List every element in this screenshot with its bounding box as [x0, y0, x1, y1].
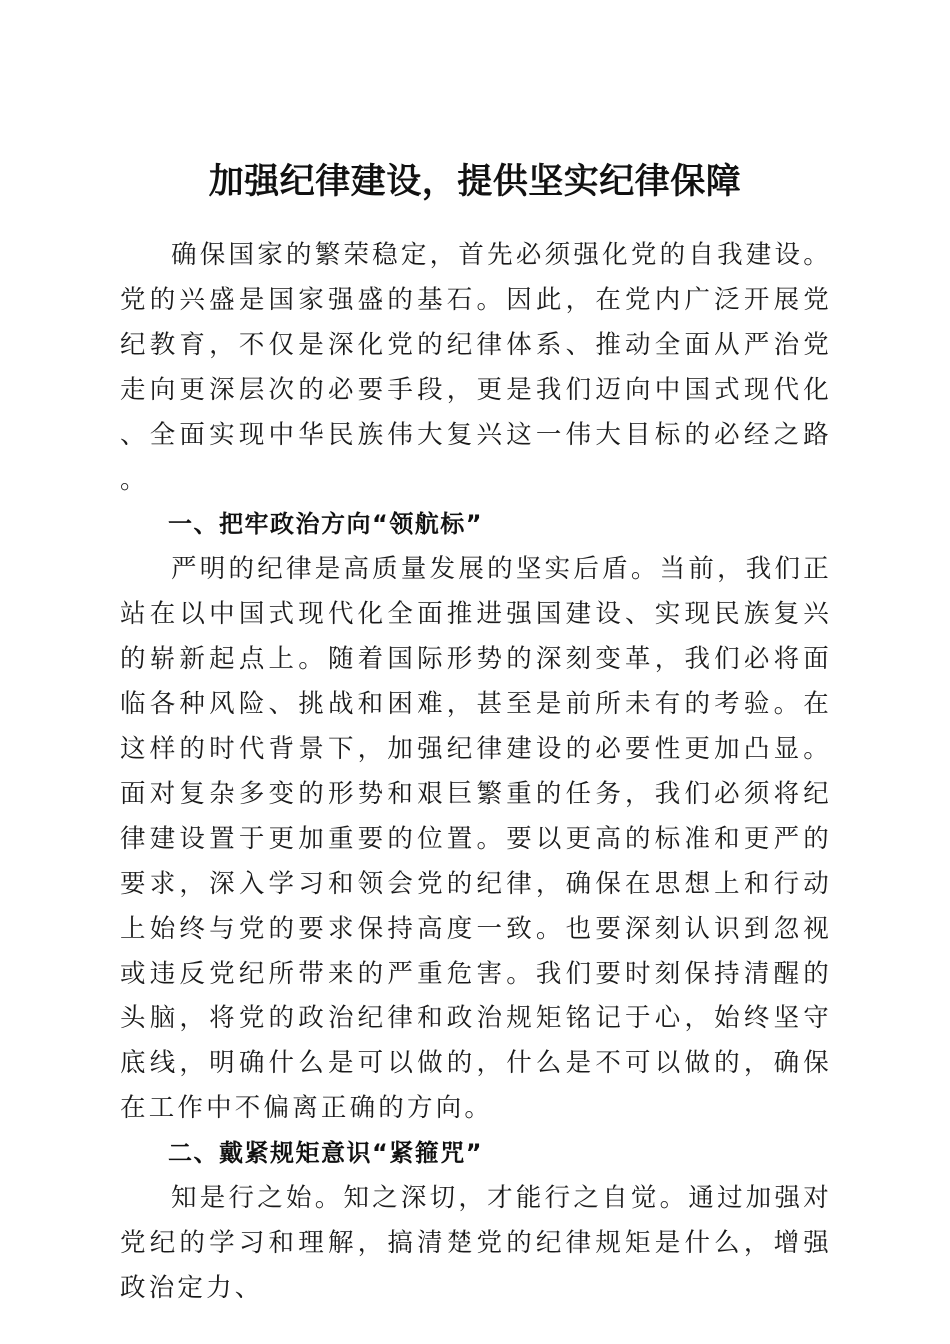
section-heading-1: 一、把牢政治方向“领航标” [168, 510, 484, 539]
section-heading-2: 二、戴紧规矩意识“紧箍咒” [168, 1139, 484, 1168]
section-paragraph-2: 知是行之始。知之深切，才能行之自觉。通过加强对党纪的学习和理解，搞清楚党的纪律规矩是什么，增强政治定力、 [120, 1183, 832, 1303]
intro-paragraph: 确保国家的繁荣稳定，首先必须强化党的自我建设。党的兴盛是国家强盛的基石。因此，在党内广泛开展党纪教育，不仅是深化党的纪律体系、推动全面从严治党走向更深层次的必要手段，更是我们迈向中国式现代化、全面实现中华民族伟大复兴这一伟大目标的必经之路。 [120, 240, 832, 495]
document-title: 加强纪律建设，提供坚实纪律保障 [208, 161, 742, 203]
section-paragraph-1: 严明的纪律是高质量发展的坚实后盾。当前，我们正站在以中国式现代化全面推进强国建设、实现民族复兴的崭新起点上。随着国际形势的深刻变革，我们必将面临各种风险、挑战和困难，甚至是前所未有的考验。在这样的时代背景下，加强纪律建设的必要性更加凸显。面对复杂多变的形势和艰巨繁重的任务，我们必须将纪律建设置于更加重要的位置。要以更高的标准和更严的要求，深入学习和领会党的纪律，确保在思想上和行动上始终与党的要求保持高度一致。也要深刻认识到忽视或违反党纪所带来的严重危害。我们要时刻保持清醒的头脑，将党的政治纪律和政治规矩铭记于心，始终坚守底线，明确什么是可以做的，什么是不可以做的，确保在工作中不偏离正确的方向。 [120, 554, 832, 1124]
document-body [120, 233, 832, 1311]
